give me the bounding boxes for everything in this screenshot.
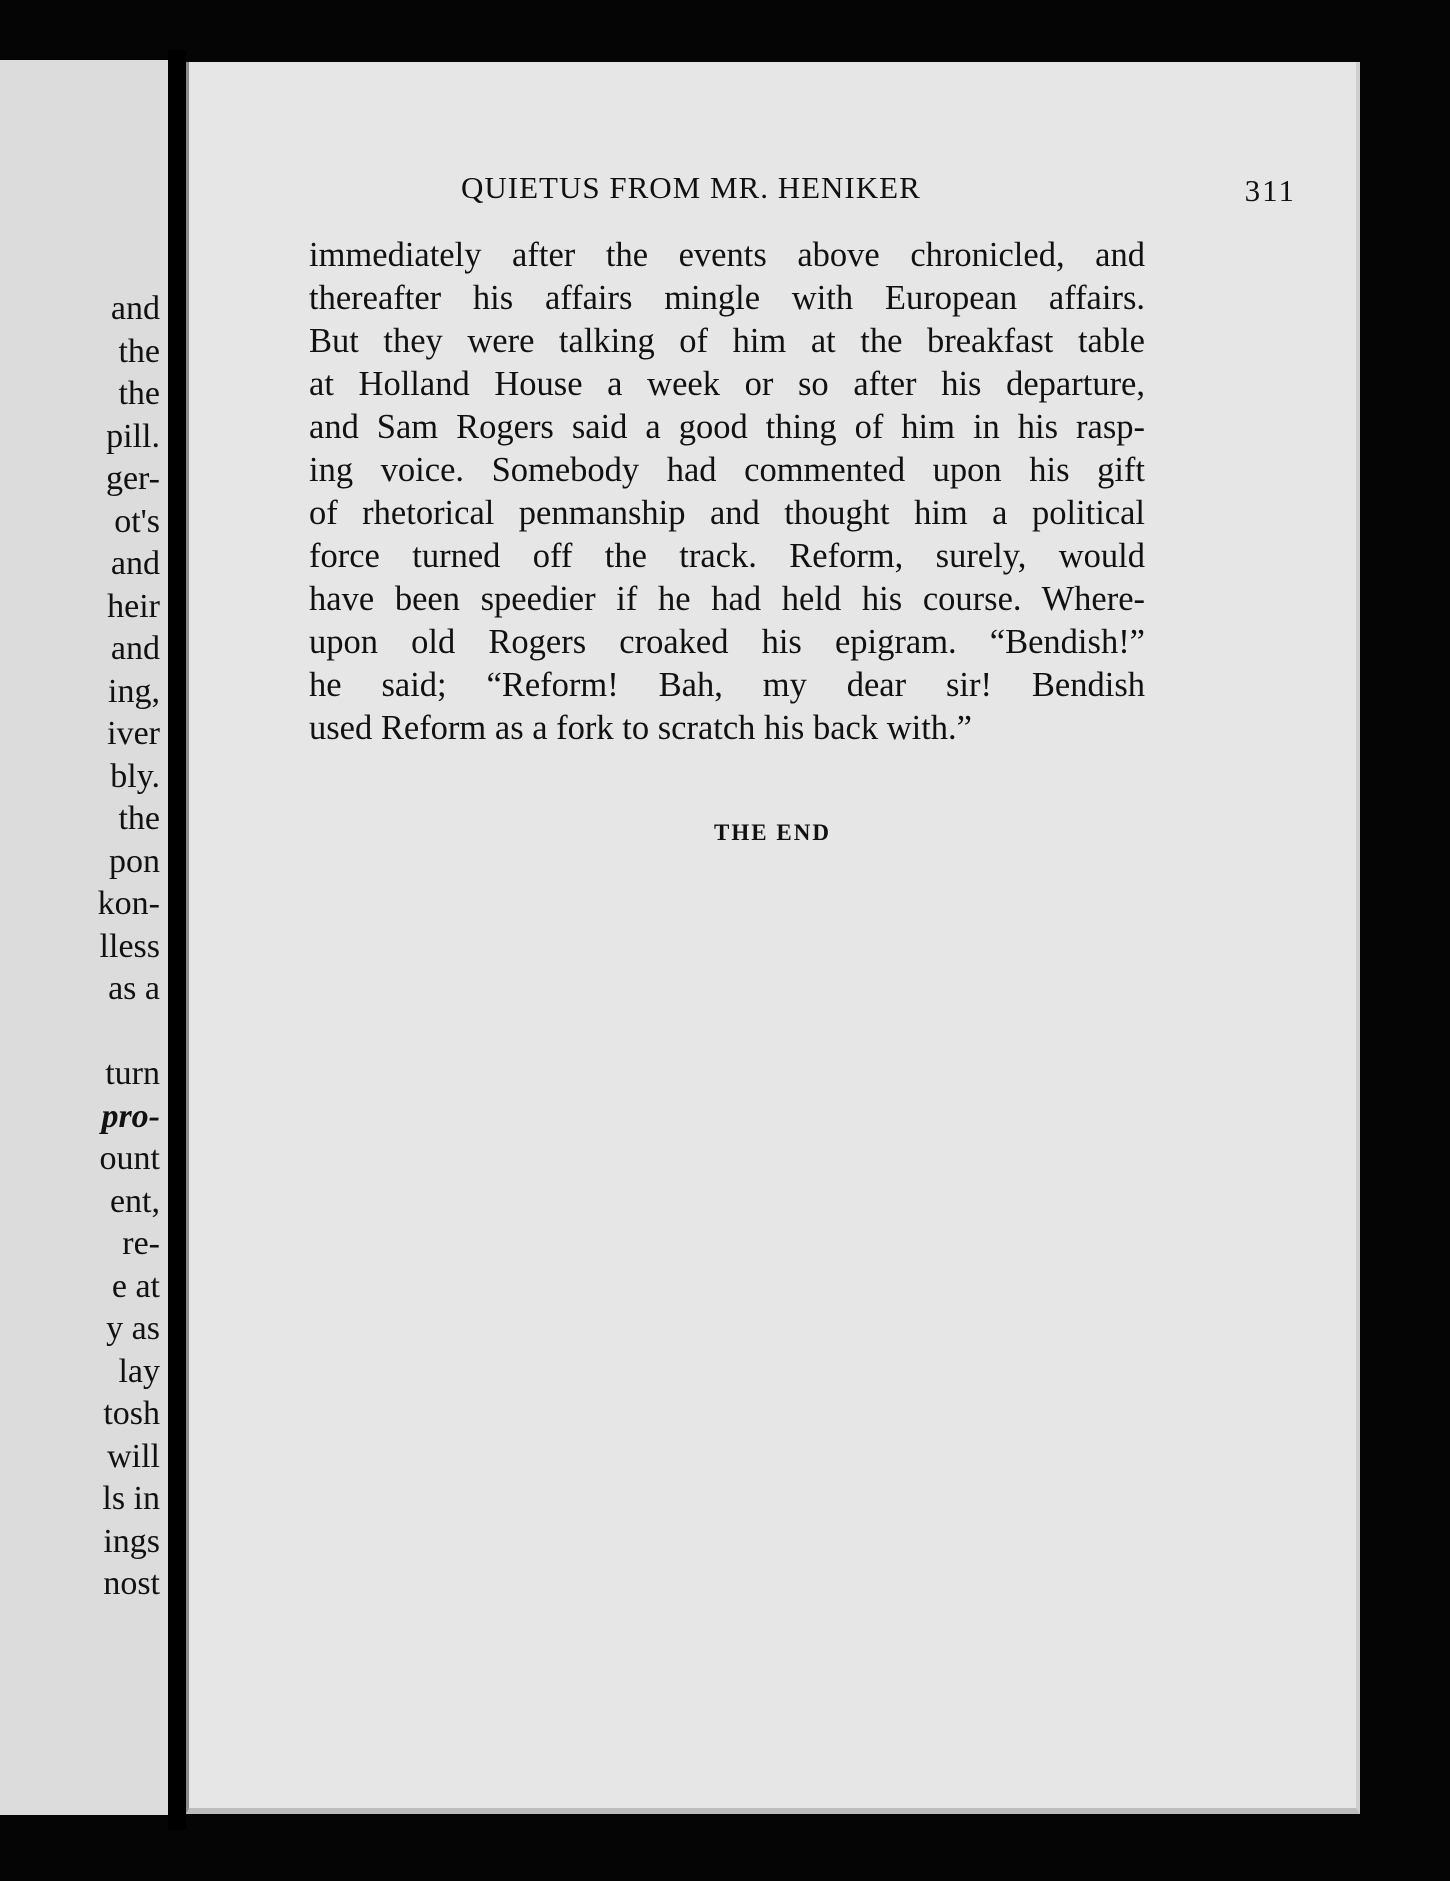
left-line: the	[118, 800, 160, 837]
book-gutter	[168, 50, 186, 1830]
body-line: he said; “Reform! Bah, my dear sir! Bendish	[309, 666, 1145, 704]
left-line: tosh	[103, 1395, 160, 1432]
body-line: upon old Rogers croaked his epigram. “Bendish!”	[309, 623, 1145, 661]
left-page-text	[98, 288, 160, 1606]
left-line: e at	[111, 1267, 160, 1305]
body-line: But they were talking of him at the breakfast table	[309, 322, 1145, 360]
left-line: kon-	[97, 885, 160, 922]
left-line: lay	[118, 1352, 160, 1390]
left-line: ount	[99, 1140, 160, 1177]
left-line: nost	[103, 1565, 160, 1602]
body-line: and Sam Rogers said a good thing of him in his rasp-	[309, 408, 1145, 446]
left-line: ings	[103, 1522, 160, 1560]
body-line: have been speedier if he had held his course. Where-	[309, 580, 1145, 618]
body-line: force turned off the track. Reform, surely, would	[309, 537, 1145, 575]
left-line: ger-	[105, 460, 160, 497]
left-line: iver	[107, 715, 160, 752]
running-title: QUIETUS FROM MR. HENIKER	[461, 170, 921, 205]
body-line: used Reform as a fork to scratch his back with.”	[309, 709, 972, 747]
left-line: heir	[107, 587, 160, 625]
left-line: the	[118, 332, 160, 370]
page-number: 311	[1244, 173, 1296, 208]
body-line: of rhetorical penmanship and thought him a political	[309, 494, 1145, 532]
left-line: re-	[122, 1225, 160, 1262]
left-line: will	[107, 1437, 160, 1475]
left-line: ent,	[109, 1182, 160, 1220]
body-line: at Holland House a week or so after his departure,	[309, 365, 1145, 403]
body-paragraph	[309, 234, 1145, 750]
left-line: turn	[105, 1055, 160, 1092]
left-line: and	[110, 630, 160, 667]
left-line: as a	[108, 970, 160, 1007]
left-line: ing,	[108, 672, 160, 710]
left-line: and	[110, 290, 160, 327]
right-page	[186, 62, 1360, 1814]
left-line: the	[118, 375, 160, 412]
left-line: bly.	[110, 757, 160, 795]
left-line: and	[110, 545, 160, 582]
body-line: ing voice. Somebody had commented upon his gift	[309, 451, 1145, 489]
body-line: thereafter his affairs mingle with European affairs.	[309, 279, 1145, 317]
left-line: ot's	[114, 502, 160, 540]
left-page	[0, 60, 168, 1815]
left-line: ls in	[102, 1480, 160, 1517]
left-line: pro-	[101, 1097, 160, 1135]
left-line	[98, 1011, 160, 1054]
left-line: pill.	[106, 417, 160, 455]
left-line: y as	[106, 1310, 160, 1347]
the-end: THE END	[714, 820, 831, 845]
left-line: lless	[99, 927, 160, 965]
left-line: pon	[109, 842, 160, 880]
body-line: immediately after the events above chronicled, and	[309, 236, 1145, 274]
